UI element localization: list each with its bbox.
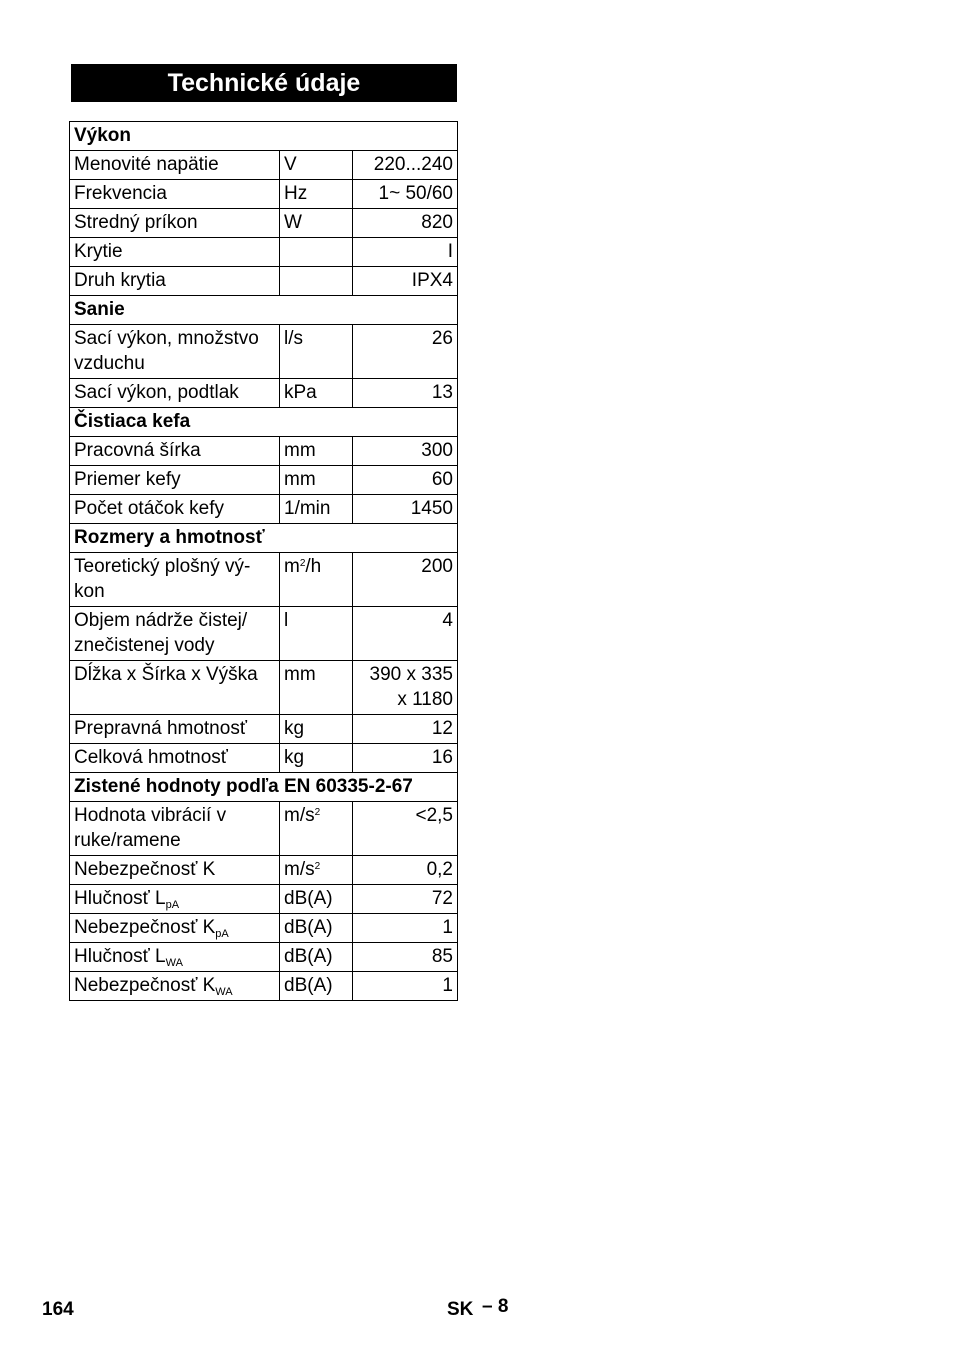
name-base: Hlučnosť L — [74, 888, 166, 909]
param-name: Sací výkon, podtlak — [70, 379, 280, 408]
param-value: 4 — [353, 607, 458, 661]
param-unit: mm — [280, 466, 353, 495]
param-value: 1 — [353, 972, 458, 1001]
unit-base: m/s — [284, 859, 315, 880]
table-row — [70, 553, 458, 607]
table-row — [70, 325, 458, 379]
param-value: I — [353, 238, 458, 267]
section-header-vykon — [70, 122, 458, 151]
unit-base: m — [284, 556, 300, 577]
param-unit — [280, 553, 353, 607]
table-row — [70, 466, 458, 495]
param-unit: dB(A) — [280, 943, 353, 972]
section-page-number: – 8 — [482, 1296, 509, 1317]
table-row — [70, 661, 458, 715]
param-unit: dB(A) — [280, 914, 353, 943]
param-unit: dB(A) — [280, 972, 353, 1001]
name-base: Nebezpečnosť K — [74, 917, 216, 938]
param-value: 0,2 — [353, 856, 458, 885]
table-row — [70, 943, 458, 972]
unit-superscript: 2 — [314, 861, 321, 872]
table-row — [70, 972, 458, 1001]
param-name: Dĺžka x Šírka x Výška — [70, 661, 280, 715]
param-name: Celková hmotnosť — [70, 744, 280, 773]
unit-superscript: 2 — [299, 558, 306, 569]
name-base: Nebezpečnosť K — [74, 975, 216, 996]
param-name: Objem nádrže čistej/ znečistenej vody — [70, 607, 280, 661]
table-row — [70, 607, 458, 661]
param-value: 16 — [353, 744, 458, 773]
table-row — [70, 802, 458, 856]
table-row — [70, 238, 458, 267]
unit-tail: /h — [305, 556, 322, 577]
param-name: Počet otáčok kefy — [70, 495, 280, 524]
name-subscript: WA — [165, 957, 183, 969]
param-unit: dB(A) — [280, 885, 353, 914]
param-unit — [280, 238, 353, 267]
param-name — [70, 943, 280, 972]
section-heading: Výkon — [70, 122, 458, 151]
section-heading: Zistené hodnoty podľa EN 60335-2-67 — [70, 773, 458, 802]
section-heading: Sanie — [70, 296, 458, 325]
param-value: 13 — [353, 379, 458, 408]
table-row — [70, 267, 458, 296]
param-value: 1 — [353, 914, 458, 943]
param-name: Nebezpečnosť K — [70, 856, 280, 885]
param-value: 1450 — [353, 495, 458, 524]
param-name: Prepravná hmotnosť — [70, 715, 280, 744]
section-header-zistene-hodnoty — [70, 773, 458, 802]
param-unit: W — [280, 209, 353, 238]
section-heading: Rozmery a hmotnosť — [70, 524, 458, 553]
param-unit — [280, 267, 353, 296]
param-unit: mm — [280, 661, 353, 715]
param-name: Menovité napätie — [70, 151, 280, 180]
table-row — [70, 495, 458, 524]
param-value: 200 — [353, 553, 458, 607]
param-unit — [280, 802, 353, 856]
param-value: 60 — [353, 466, 458, 495]
param-value: 300 — [353, 437, 458, 466]
param-value: 220...240 — [353, 151, 458, 180]
table-row — [70, 856, 458, 885]
param-unit: l — [280, 607, 353, 661]
param-unit: kPa — [280, 379, 353, 408]
param-name — [70, 972, 280, 1001]
param-value: 26 — [353, 325, 458, 379]
name-subscript: WA — [215, 986, 233, 998]
table-row — [70, 744, 458, 773]
param-unit: mm — [280, 437, 353, 466]
param-value: 390 x 335 x 1180 — [353, 661, 458, 715]
page-title: Technické údaje — [71, 64, 457, 102]
table-row — [70, 437, 458, 466]
param-value: 820 — [353, 209, 458, 238]
table-row — [70, 885, 458, 914]
section-header-sanie — [70, 296, 458, 325]
name-base: Hlučnosť L — [74, 946, 166, 967]
param-name: Teoretický plošný vý-kon — [70, 553, 280, 607]
table-row — [70, 180, 458, 209]
param-name: Stredný príkon — [70, 209, 280, 238]
unit-base: m/s — [284, 805, 315, 826]
param-name — [70, 885, 280, 914]
page-number: 164 — [42, 1299, 74, 1320]
param-unit — [280, 856, 353, 885]
param-unit: kg — [280, 715, 353, 744]
param-unit: kg — [280, 744, 353, 773]
table-row — [70, 379, 458, 408]
param-name — [70, 914, 280, 943]
param-name: Frekvencia — [70, 180, 280, 209]
param-unit: 1/min — [280, 495, 353, 524]
section-heading: Čistiaca kefa — [70, 408, 458, 437]
name-subscript: pA — [215, 928, 229, 940]
param-value: 12 — [353, 715, 458, 744]
param-value: 72 — [353, 885, 458, 914]
param-name: Krytie — [70, 238, 280, 267]
table-row — [70, 209, 458, 238]
param-value: <2,5 — [353, 802, 458, 856]
unit-superscript: 2 — [314, 807, 321, 818]
language-code: SK — [447, 1299, 474, 1320]
param-name: Sací výkon, množstvo vzduchu — [70, 325, 280, 379]
param-value: 85 — [353, 943, 458, 972]
param-name: Druh krytia — [70, 267, 280, 296]
param-name: Pracovná šírka — [70, 437, 280, 466]
param-name: Priemer kefy — [70, 466, 280, 495]
param-value: 1~ 50/60 — [353, 180, 458, 209]
table-row — [70, 715, 458, 744]
param-name: Hodnota vibrácií v ruke/ramene — [70, 802, 280, 856]
section-header-rozmery — [70, 524, 458, 553]
param-unit: Hz — [280, 180, 353, 209]
table-row — [70, 151, 458, 180]
param-unit: l/s — [280, 325, 353, 379]
technical-data-table — [69, 121, 458, 1001]
table-row — [70, 914, 458, 943]
name-subscript: pA — [165, 899, 180, 911]
param-value: IPX4 — [353, 267, 458, 296]
param-unit: V — [280, 151, 353, 180]
section-header-cistiaca-kefa — [70, 408, 458, 437]
